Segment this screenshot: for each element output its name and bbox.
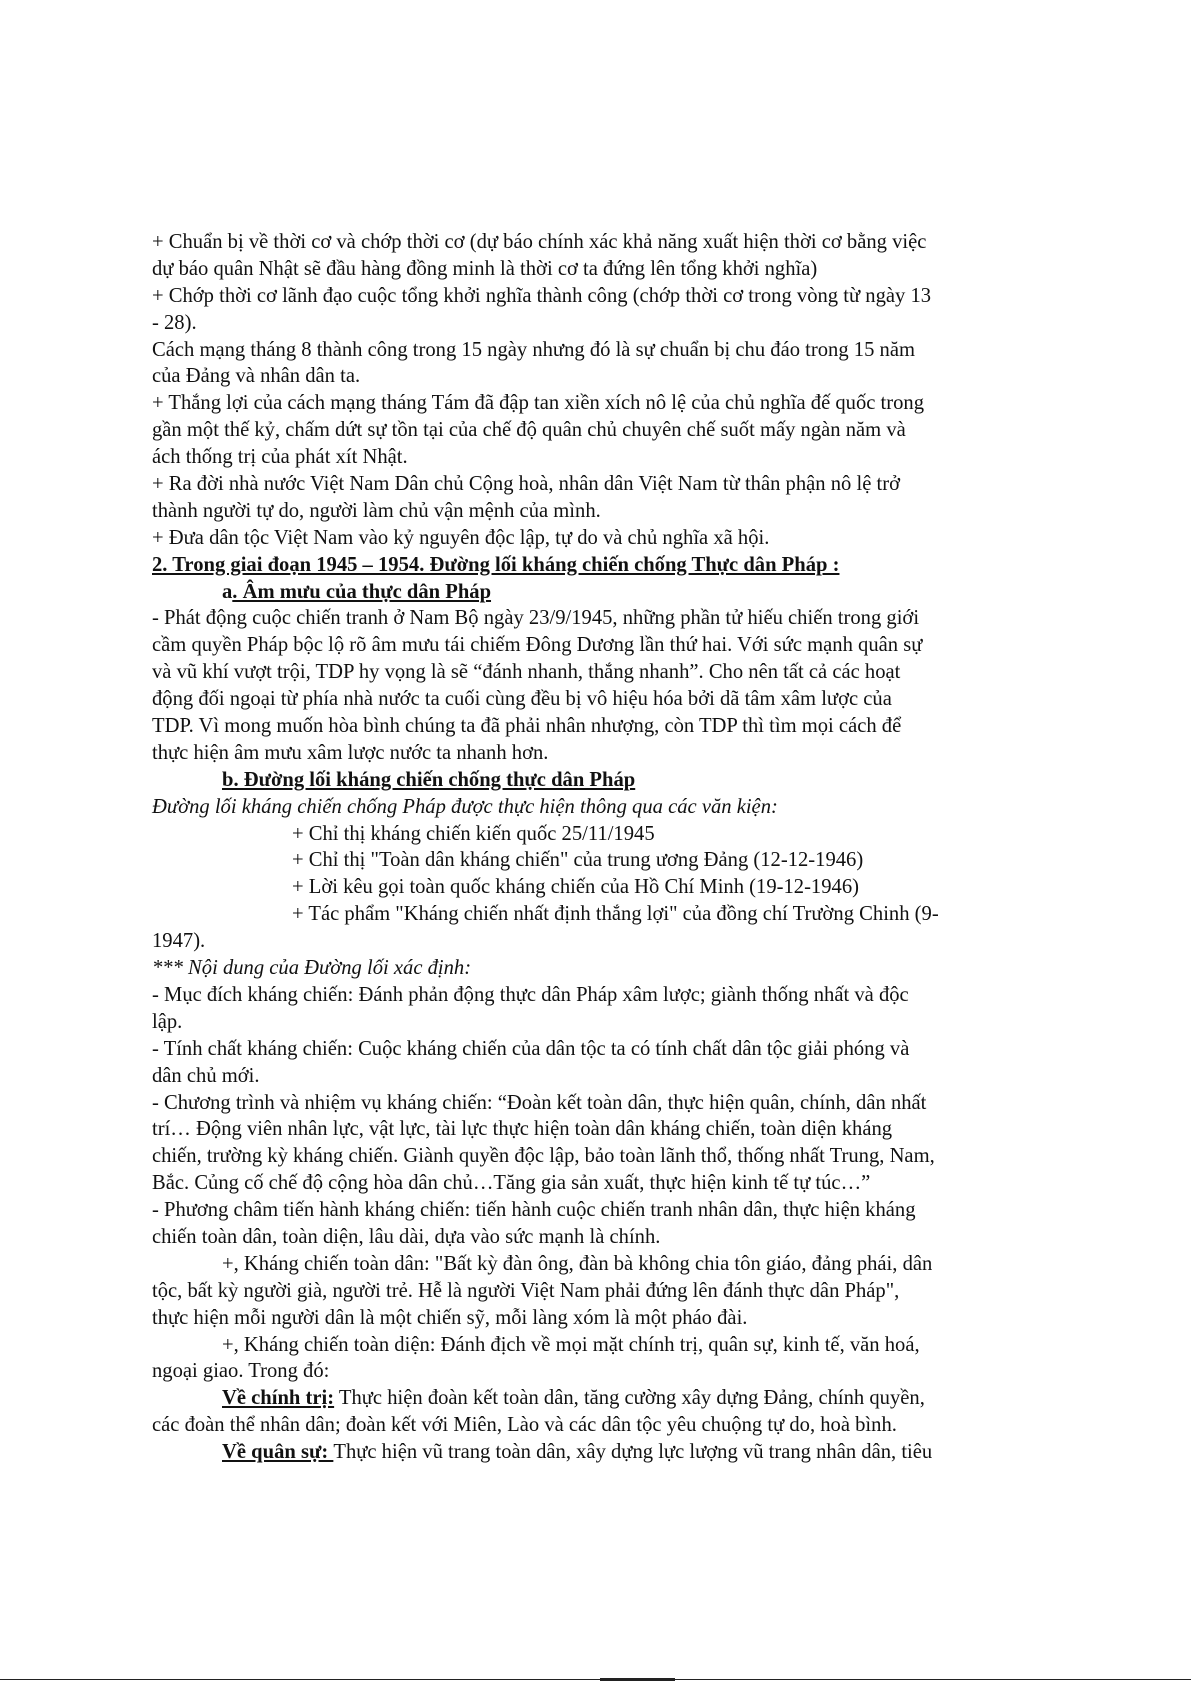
text-line: - Chương trình và nhiệm vụ kháng chiến: “Đoàn kết toàn dân, thực hiện quân, chính, dân nhất [152,1091,927,1114]
text-line: - Tính chất kháng chiến: Cuộc kháng chiến của dân tộc ta có tính chất dân tộc giải phóng và [152,1037,910,1060]
text-line: tộc, bất kỳ người già, người trẻ. Hễ là người Việt Nam phải đứng lên đánh thực dân Pháp", [152,1279,900,1302]
list-item: + Chỉ thị kháng chiến kiến quốc 25/11/1945 [292,822,655,845]
subsection-letter: a [222,580,233,603]
inline-heading: Về chính trị: [222,1387,335,1410]
text-line: cầm quyền Pháp bộc lộ rõ âm mưu tái chiếm Đông Dương lần thứ hai. Với sức mạnh quân sự [152,634,923,657]
text-line: + Đưa dân tộc Việt Nam vào kỷ nguyên độc lập, tự do và chủ nghĩa xã hội. [152,526,770,549]
page-bottom-mark [600,1678,675,1681]
text-line: +, Kháng chiến toàn dân: "Bất kỳ đàn ông, đàn bà không chia tôn giáo, đảng phái, dân [222,1252,933,1275]
text-line: ách thống trị của phát xít Nhật. [152,446,408,469]
text-line: lập. [152,1010,183,1033]
text-line: động đối ngoại từ phía nhà nước ta cuối cùng đều bị vô hiệu hóa bởi dã tâm xâm lược của [152,688,892,711]
list-item: + Lời kêu gọi toàn quốc kháng chiến của Hồ Chí Minh (19-12-1946) [292,876,859,899]
list-item: + Chỉ thị "Toàn dân kháng chiến" của trung ương Đảng (12-12-1946) [292,849,864,872]
text-line: - Phương châm tiến hành kháng chiến: tiến hành cuộc chiến tranh nhân dân, thực hiện kháng [152,1199,916,1222]
text-line: gần một thế kỷ, chấm dứt sự tồn tại của chế độ quân chủ chuyên chế suốt mấy ngàn năm và [152,419,906,442]
text-line: thực hiện âm mưu xâm lược nước ta nhanh hơn. [152,741,549,764]
inline-text: Thực hiện đoàn kết toàn dân, tăng cường xây dựng Đảng, chính quyền, [334,1387,925,1410]
text-line: ngoại giao. Trong đó: [152,1360,330,1383]
text-line: của Đảng và nhân dân ta. [152,365,361,388]
inline-text: Thực hiện vũ trang toàn dân, xây dựng lực lượng vũ trang nhân dân, tiêu [333,1441,933,1464]
text-line: các đoàn thể nhân dân; đoàn kết với Miên, Lào và các dân tộc yêu chuộng tự do, hoà bình. [152,1414,897,1437]
text-line: - Mục đích kháng chiến: Đánh phản động thực dân Pháp xâm lược; giành thống nhất và độc [152,983,909,1006]
text-line: trí… Động viên nhân lực, vật lực, tài lực thực hiện toàn dân kháng chiến, toàn diện kháng [152,1118,893,1141]
text-line: dân chủ mới. [152,1064,260,1087]
text-line: Bắc. Củng cố chế độ cộng hòa dân chủ…Tăng gia sản xuất, thực hiện kinh tế tự túc…” [152,1172,871,1195]
page-bottom-rule [0,1679,1191,1680]
text-line: + Ra đời nhà nước Việt Nam Dân chủ Cộng hoà, nhân dân Việt Nam từ thân phận nô lệ trở [152,473,900,496]
inline-heading: Về quân sự: [222,1441,334,1464]
subsection-heading: b. Đường lối kháng chiến chống thực dân Pháp [222,768,636,791]
text-line: dự báo quân Nhật sẽ đầu hàng đồng minh là thời cơ ta đứng lên tổng khởi nghĩa) [152,257,818,280]
section-heading: 2. Trong giai đoạn 1945 – 1954. Đường lối kháng chiến chống Thực dân Pháp : [152,553,840,576]
text-line: Cách mạng tháng 8 thành công trong 15 ngày nhưng đó là sự chuẩn bị chu đáo trong 15 năm [152,338,915,361]
text-line: + Chớp thời cơ lãnh đạo cuộc tổng khởi nghĩa thành công (chớp thời cơ trong vòng từ ngày 13 [152,284,932,307]
text-line: TDP. Vì mong muốn hòa bình chúng ta đã phải nhân nhượng, còn TDP thì tìm mọi cách để [152,715,902,738]
text-line: thực hiện mỗi người dân là một chiến sỹ, mỗi làng xóm là một pháo đài. [152,1306,748,1329]
text-line: - Phát động cuộc chiến tranh ở Nam Bộ ngày 23/9/1945, những phần tử hiếu chiến trong giới [152,607,920,630]
text-line: - 28). [152,311,197,334]
text-line [152,1439,1057,1466]
text-line: + Chuẩn bị về thời cơ và chớp thời cơ (dự báo chính xác khả năng xuất hiện thời cơ bằng việc [152,231,927,253]
text-line: chiến, trường kỳ kháng chiến. Giành quyền độc lập, bảo toàn lãnh thổ, thống nhất Trung, Nam, [152,1145,935,1168]
text-line: thành người tự do, người làm chủ vận mệnh của mình. [152,499,601,522]
document-body [152,229,1057,1466]
text-line: và vũ khí vượt trội, TDP hy vọng là sẽ “đánh nhanh, thắng nhanh”. Cho nên tất cả các hoạt [152,661,901,684]
subsection-title: . Âm mưu của thực dân Pháp [232,580,492,603]
text-line: +, Kháng chiến toàn diện: Đánh địch về mọi mặt chính trị, quân sự, kinh tế, văn hoá, [222,1333,920,1356]
italic-line: Đường lối kháng chiến chống Pháp được thực hiện thông qua các văn kiện: [152,795,778,818]
italic-line: *** Nội dung của Đường lối xác định: [152,957,472,980]
text-line: 1947). [152,930,206,953]
text-line [152,1385,1057,1412]
list-item: + Tác phẩm "Kháng chiến nhất định thắng lợi" của đồng chí Trường Chinh (9- [292,903,939,926]
text-line: chiến toàn dân, toàn diện, lâu dài, dựa vào sức mạnh là chính. [152,1225,661,1248]
text-line: + Thắng lợi của cách mạng tháng Tám đã đập tan xiền xích nô lệ của chủ nghĩa đế quốc trong [152,392,925,415]
subsection-heading [152,579,1057,606]
